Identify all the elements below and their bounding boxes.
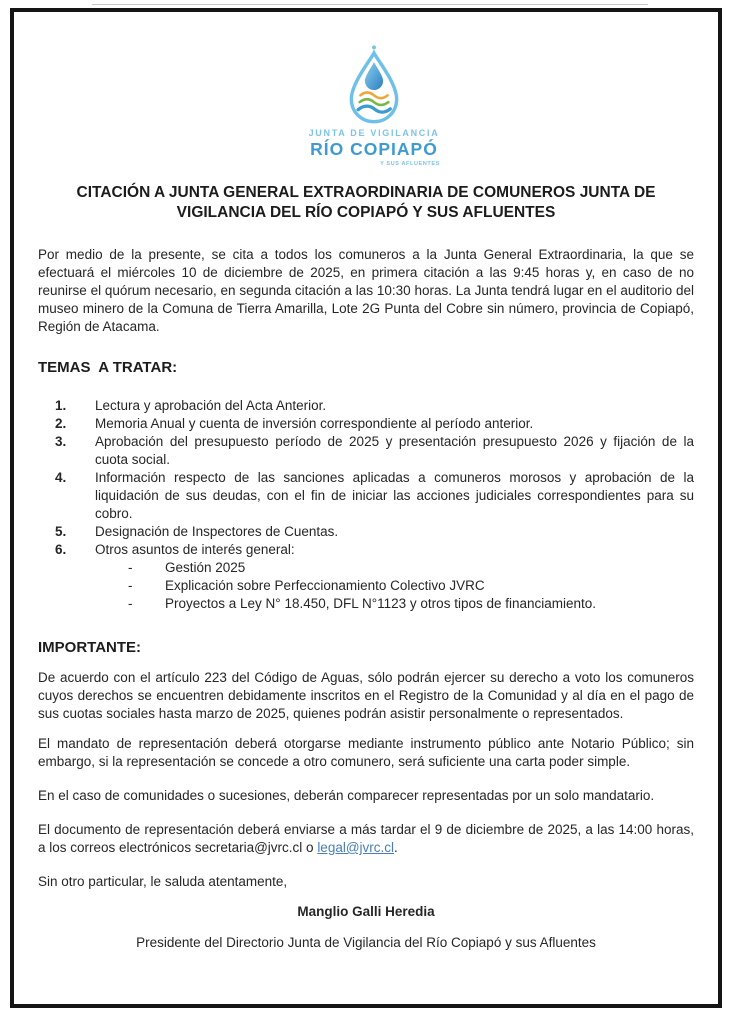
logo-org-line3: Y SUS AFLUENTES	[380, 161, 440, 167]
intro-paragraph: Por medio de la presente, se cita a todos los comuneros a la Junta General Extraordinaria, la que se efectuará el miércoles 10 de diciembre de 2025, en primera citación a las 9:45 horas y, en caso de no reunirse el quórum necesario, en segunda citación a las 10:30 horas. La Junta tendrá lugar en el auditorio del museo minero de la Comuna de Tierra Amarilla, Lote 2G Punta del Cobre sin número, provincia de Copiapó, Región de Atacama.	[38, 247, 694, 334]
email-link[interactable]: legal@jvrc.cl	[317, 840, 395, 855]
agenda-item	[38, 523, 694, 541]
agenda-subitem	[38, 577, 694, 595]
paragraph-communities: En el caso de comunidades o sucesiones, deberán comparecer representadas por un solo mandatario.	[38, 788, 655, 803]
agenda-subitem-bullet: -	[128, 578, 133, 593]
agenda-item-text: Lectura y aprobación del Acta Anterior.	[95, 398, 327, 413]
closing-line: Sin otro particular, le saluda atentamente,	[38, 874, 288, 889]
agenda-item-text: Aprobación del presupuesto período de 2025 y presentación presupuesto 2026 y fijación de la cuota social.	[95, 434, 694, 467]
agenda-item-number: 4.	[55, 470, 67, 485]
agenda-item	[38, 469, 694, 523]
agenda-subitem-bullet: -	[128, 596, 133, 611]
logo-org-line2: RÍO COPIAPÓ	[310, 139, 438, 159]
agenda-item	[38, 415, 694, 433]
document-border-frame	[10, 8, 722, 1008]
agenda-item	[38, 541, 694, 559]
agenda-item	[38, 397, 694, 415]
agenda-item-number: 6.	[55, 542, 67, 557]
agenda-subitem-bullet: -	[128, 560, 133, 575]
signature-role: Presidente del Directorio Junta de Vigilancia del Río Copiapó y sus Afluentes	[136, 935, 596, 950]
agenda-subitem-text: Explicación sobre Perfeccionamiento Colectivo JVRC	[165, 578, 485, 593]
paragraph-representation-post: .	[394, 840, 398, 855]
water-drop-icon	[336, 44, 412, 124]
scan-artifact-line	[92, 4, 648, 5]
agenda-item-text: Designación de Inspectores de Cuentas.	[95, 524, 339, 539]
agenda-item-text: Otros asuntos de interés general:	[95, 542, 295, 557]
agenda-subitem	[38, 595, 694, 613]
agenda-item-number: 3.	[55, 434, 67, 449]
jvrc-logo	[54, 44, 694, 167]
agenda-item-text: Información respecto de las sanciones aplicadas a comuneros morosos y aprobación de la liquidación de sus deudas, con el fin de iniciar las acciones judiciales correspondientes para su cobro.	[95, 470, 694, 521]
agenda-item-number: 2.	[55, 416, 67, 431]
agenda-item	[38, 433, 694, 469]
paragraph-voting-rights: De acuerdo con el artículo 223 del Código de Aguas, sólo podrán ejercer su derecho a voto los comuneros cuyos derechos se encuentren debidamente inscritos en el Registro de la Comunidad y al día en el pago de sus cuotas sociales hasta marzo de 2025, quienes podrán asistir personalmente o representados.	[38, 670, 694, 721]
paragraph-mandate: El mandato de representación deberá otorgarse mediante instrumento público ante Notario Público; sin embargo, si la representación se concede a otro comunero, será suficiente una carta poder simple.	[38, 736, 694, 769]
agenda-list	[38, 397, 694, 613]
agenda-item-number: 5.	[55, 524, 67, 539]
agenda-item-number: 1.	[55, 398, 67, 413]
logo-org-line1: JUNTA DE VIGILANCIA	[308, 128, 440, 138]
paragraph-representation-pre: El documento de representación deberá enviarse a más tardar el 9 de diciembre de 2025, a las 14:00 horas, a los correos electrónicos secretaria@jvrc.cl o	[38, 822, 694, 855]
agenda-subitem-text: Proyectos a Ley N° 18.450, DFL N°1123 y otros tipos de financiamiento.	[165, 596, 597, 611]
signature-name: Manglio Galli Heredia	[297, 904, 435, 919]
agenda-heading: TEMAS A TRATAR:	[38, 359, 178, 376]
document-title: CITACIÓN A JUNTA GENERAL EXTRAORDINARIA DE COMUNEROS JUNTA DE VIGILANCIA DEL RÍO COPIAPÓ Y SUS AFLUENTES	[76, 184, 656, 221]
agenda-item-text: Memoria Anual y cuenta de inversión correspondiente al período anterior.	[95, 416, 534, 431]
agenda-subitem-text: Gestión 2025	[165, 560, 246, 575]
important-heading: IMPORTANTE:	[38, 639, 142, 656]
agenda-subitem	[38, 559, 694, 577]
document-page	[14, 12, 718, 950]
paragraph-representation-document	[38, 821, 694, 857]
